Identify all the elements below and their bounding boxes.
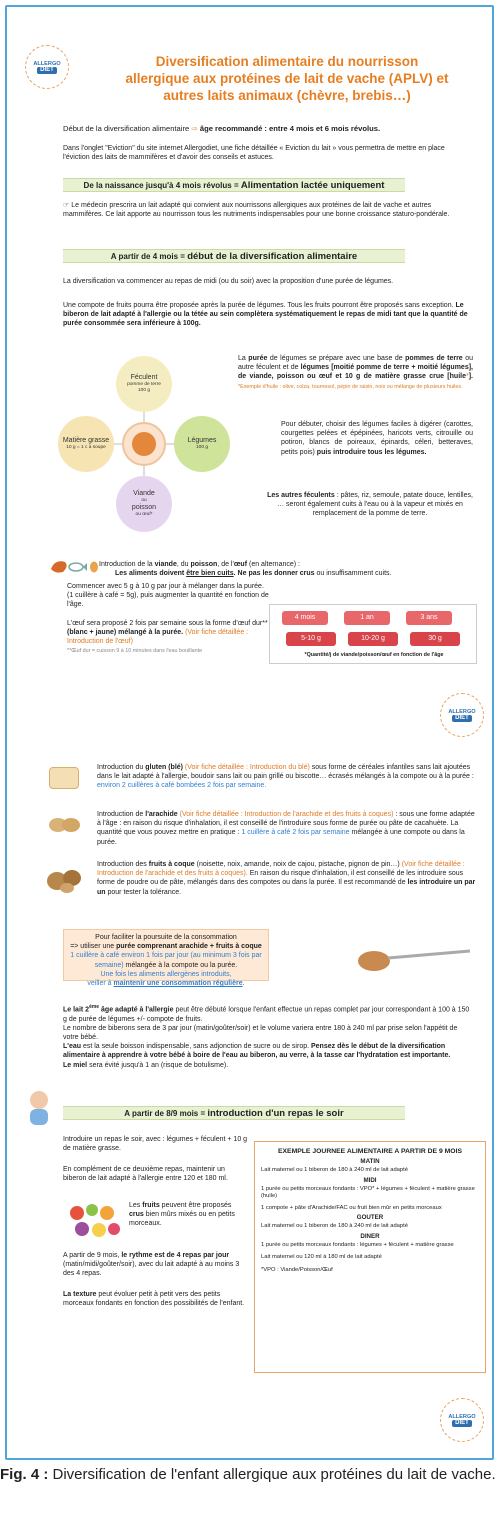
feculents-text: Les autres féculents : pâtes, riz, semoule, patate douce, lentilles, … seront également cuits à l'eau ou à la vapeur et mixés en remplacement de la pomme de terre.: [267, 492, 473, 518]
soir-rythme: A partir de 9 mois, le rythme est de 4 repas par jour (matin/midi/goûter/soir), avec du lait adapté à au moins 3 des 4 repas.: [63, 1252, 240, 1278]
oeuf-text: L'œuf sera proposé 2 fois par semaine sous la forme d'œuf dur** (blanc + jaune) mélangé à la purée. (Voir fiche détaillée : Introduction de l'œuf): [67, 620, 268, 646]
allergodiet-logo-3: ALLERGO DIET: [440, 1398, 484, 1442]
soir-fruits: Les fruits peuvent être proposés crus bien mûrs mixés ou en petits morceaux.: [129, 1202, 235, 1228]
start-age-line: Début de la diversification alimentaire ⇨ âge recommandé : entre 4 mois et 6 mois révolus.: [63, 124, 381, 133]
lait-2eme-age-text: Le lait 2ème âge adapté à l'allergie peut être débuté lorsque l'enfant effectue un repas complet par jour correspondant à 100 à 150 g de purée de légumes +/- compote de fruits. Le nombre de biberons sera de 3 par jour (matin/goûter/soir) et le volume variera entre 180 à 240 ml par prise selon l'appétit de votre bébé. L'eau est la seule boisson indispensable, sans adjonction de sucre ou de sirop. Pensez dès le début de la diversification alimentaire à apprendre à votre bébé à boire de l'eau au biberon, au verre, à la tasse car l'hydratation est importante. Le miel sera évité jusqu'à 1 an (risque de botulisme).: [63, 1004, 470, 1069]
consumption-callout: Pour faciliter la poursuite de la consommation => utiliser une purée comprenant arachide + fruits à coque 1 cuillère à café environ 1 fois par jour (au minimum 3 fois par semaine) mélangée à la compote ou la purée. Une fois les aliments allergènes introduits, veiller à maintenir une consommation régulière.: [63, 929, 269, 981]
age-1-year: 1 an: [344, 611, 390, 625]
age-quantity-table: [269, 604, 477, 664]
viande-cuits: Les aliments doivent être bien cuits. Ne pas les donner crus ou insuffisamment cuits.: [115, 570, 392, 577]
caption-text: Diversification de l'enfant allergique aux protéines du lait de vache.: [48, 1466, 496, 1483]
hand-pointer-icon: ☞: [63, 202, 70, 209]
menu-matin: MATIN: [360, 1158, 380, 1165]
infographic-poster: [5, 5, 494, 1460]
spoon-icon: [352, 947, 472, 973]
feculent-circle: Féculent pomme de terre 100 g: [116, 356, 172, 412]
fruits-icon: [67, 1201, 123, 1243]
arachide-text: Introduction de l'arachide (Voir fiche détaillée : Introduction de l'arachide et des fruits à coques) : sous une forme adaptée à l'âge : en raison du risque d'inhalation, il est conseillé de l'introduire sous forme de purée ou pâte de cacahuète. La quantité que vous pouvez mettre en pratique : 1 cuillère à café 2 fois par semaine mélangée à une compote ou dans la purée.: [97, 811, 475, 846]
band-from-8-9-months: A partir de 8/9 mois = introduction d'un repas le soir: [63, 1106, 405, 1120]
qty-note: *Quantité/j de viande/poisson/œuf en fonction de l'âge: [304, 652, 444, 658]
debuter-text: Pour débuter, choisir des légumes faciles à digérer (carottes, courgettes pelées et épépinées, haricots verts, citrouille ou potiron, blancs de poireaux, épinards, céleri, betteraves, petits pois) puis introduire tous les légumes.: [281, 421, 473, 456]
allergodiet-logo: [25, 45, 69, 89]
age-3-years: 3 ans: [406, 611, 452, 625]
huile-note: *Exemple d'huile : olive, colza, tournesol, pépin de raisin, noix ou mélange de plusieurs huiles.: [238, 383, 463, 390]
soir-p2: En complément de ce deuxième repas, maintenir un biberon de lait adapté à l'allergie entre 120 et 180 ml.: [63, 1166, 228, 1183]
viande-circle: Viande ou poisson ou œuf*: [116, 476, 172, 532]
diversification-p1: La diversification va commencer au repas de midi (ou du soir) avec la proposition d'une purée de légumes.: [63, 278, 394, 285]
meat-fish-egg-icons: [49, 557, 99, 575]
gluten-text: Introduction du gluten (blé) (Voir fiche détaillée : Introduction du blé) sous forme de céréales infantiles sans lait ajoutées dans le lait adapté à l'allergie, boudoir sans lait ou pain grillé ou biscotte… écrasés mélangés à la compote ou à la purée : environ 2 cuillères à café bombées 2 fois par semaine.: [97, 764, 474, 790]
puree-bowl-icon: [122, 422, 166, 466]
age-4-months: 4 mois: [282, 611, 328, 625]
qty-30g: 30 g: [410, 632, 460, 646]
legumes-circle: Légumes 100 g: [174, 416, 230, 472]
qty-5-10g: 5-10 g: [286, 632, 336, 646]
example-day-menu: EXEMPLE JOURNEE ALIMENTAIRE A PARTIR DE 9 MOIS MATIN Lait maternel ou 1 biberon de 180 à 240 ml de lait adapté MIDI 1 purée ou petits morceaux fondants : VPO* + légumes + féculent + matière grasse (huile) 1 compote + pâte d'Arachide/FAC ou fruit bien mûr en petits morceaux GOUTER Lait maternel ou 1 biberon de 180 à 240 ml de lait adapté DINER 1 purée ou petits morceaux fondants : légumes + féculent + matière grasse Lait maternel ou 120 ml à 180 ml de lait adapté *VPO : Viande/Poisson/Œuf: [254, 1141, 486, 1373]
soir-texture: La texture peut évoluer petit à petit vers des petits morceaux fondants en fonction des possibilités de l'enfant.: [63, 1291, 245, 1308]
nuts-icon: [45, 865, 85, 895]
allergodiet-logo-2: ALLERGO DIET: [440, 693, 484, 737]
fruits-coque-text: Introduction des fruits à coque (noisette, noix, amande, noix de cajou, pistache, pignon de pin…) (Voir fiche détaillée : Introduction de l'arachide et des fruits à coques). En raison du risque d'inhalation, il est conseillé de les introduire sous forme de poudre ou de pâte, mélangés dans des compotes ou dans la purée. Il est recommandé de les introduire un par un pour tester la tolérance.: [97, 861, 476, 896]
viande-intro: Introduction de la viande, du poisson, de l'œuf (en alternance) :: [99, 561, 300, 568]
menu-note: *VPO : Viande/Poisson/Œuf: [261, 1267, 333, 1274]
oeuf-note: **Œuf dur = cuisson 9 à 10 minutes dans l'eau bouillante: [67, 648, 203, 654]
diversification-p2: Une compote de fruits pourra être proposée après la purée de légumes. Tous les fruits pourront être proposés sans exception. Le biberon de lait adapté à l'allergie ou la tétée au sein complètera systématiquement le repas de midi tant que la quantité de purée consommée sera inférieure à 100g.: [63, 302, 468, 328]
logo-line2: DIET: [37, 67, 57, 74]
menu-diner: DINER: [360, 1232, 380, 1240]
doctor-text: ☞ Le médecin prescrira un lait adapté qui convient aux nourrissons allergiques aux protéines de lait de vache et autres mammifères. Ce lait apporte au nourrisson tous les nutriments indispensables pour une bonne croissance staturo-pondérale.: [63, 202, 450, 219]
qty-10-20g: 10-20 g: [348, 632, 398, 646]
logo-line1: ALLERGO: [33, 60, 61, 67]
eviction-text: Dans l'onglet "Eviction" du site internet Allergodiet, une fiche détaillée « Eviction du lait » vous permettra de mettre en place l'éviction des laits de mammifères et d'avoir des conseils et astuces.: [63, 145, 445, 162]
biscuit-icon: [49, 767, 79, 789]
soir-p1: Introduire un repas le soir, avec : légumes + féculent + 10 g de matière grasse.: [63, 1136, 248, 1153]
puree-text: La purée de légumes se prépare avec une base de pommes de terre ou autre féculent et de légumes [moitié pomme de terre + moitié légumes], de viande, poisson ou œuf et 10 g de matière grasse crue [huile*]. *Exemple d'huile : olive, colza, tournesol, pépin de raisin, noix ou mélange de plusieurs huiles.: [238, 355, 473, 390]
band-from-4-months: A partir de 4 mois = début de la diversification alimentaire: [63, 249, 405, 263]
peanut-icon: [47, 813, 81, 837]
commencer-text: Commencer avec 5 g à 10 g par jour à mélanger dans la purée. (1 cuillère à café = 5g), puis augmenter la quantité en fonction de l'âge.: [67, 583, 269, 609]
menu-gouter: GOUTER: [356, 1214, 384, 1222]
menu-title: EXEMPLE JOURNEE ALIMENTAIRE A PARTIR DE 9 MOIS: [277, 1148, 463, 1155]
baby-icon: [23, 1089, 55, 1129]
puree-diagram: [54, 354, 234, 534]
arrow-icon: ⇨: [191, 124, 198, 133]
band-birth-4-months: De la naissance jusqu'à 4 mois révolus = Alimentation lactée uniquement: [63, 178, 405, 192]
caption-label: Fig. 4 :: [0, 1466, 49, 1483]
matiere-grasse-circle: Matière grasse 10 g = 1 c à soupe: [58, 416, 114, 472]
menu-midi: MIDI: [363, 1176, 377, 1184]
page-title: Diversification alimentaire du nourrisson allergique aux protéines de lait de vache (APLV) et autres laits animaux (chèvre, brebis…): [125, 54, 449, 103]
figure-caption: [0, 1465, 499, 1485]
